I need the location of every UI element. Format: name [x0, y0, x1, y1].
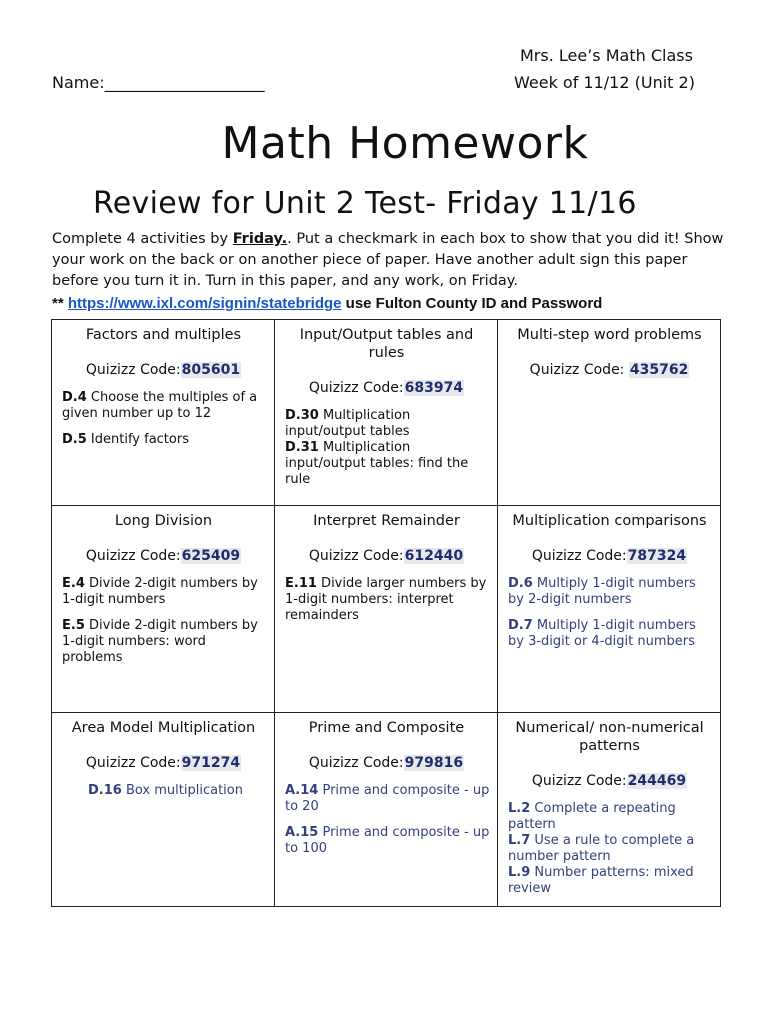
skill-item [285, 825, 492, 857]
quiz-code [58, 755, 269, 771]
skill-id: E.11 [285, 576, 317, 592]
skill-id: L.2 [508, 800, 531, 816]
skill-text: Divide 2-digit numbers by 1-digit numbers: word problems [62, 618, 258, 666]
quiz-label: Quizizz Code: [85, 754, 181, 771]
skill-text: Prime and composite - up to 20 [285, 782, 490, 814]
quiz-label: Quizizz Code: [308, 380, 404, 396]
name-field: Name:____________________ [52, 73, 265, 92]
skill-item [62, 432, 269, 448]
skill-item [285, 408, 492, 440]
skill-id: D.7 [508, 618, 533, 634]
link-prefix: ** [52, 295, 68, 312]
skill-id: L.9 [508, 864, 531, 880]
skill-item [508, 801, 715, 833]
activity-cell[interactable] [52, 712, 275, 906]
activity-cell[interactable] [52, 506, 275, 713]
skill-item [508, 865, 715, 897]
teacher-label: Mrs. Lee’s Math Class [520, 46, 693, 65]
skill-item [62, 783, 269, 799]
skill-id: D.6 [508, 576, 533, 592]
skill-text: Multiplication input/output tables [285, 408, 411, 439]
quiz-code-value: 979816 [404, 754, 464, 771]
skill-id: D.5 [62, 432, 87, 447]
cell-title: Multi-step word problems [517, 327, 702, 343]
quiz-code [281, 548, 492, 564]
instructions [52, 229, 732, 292]
instructions-friday: Friday. [232, 231, 288, 247]
skill-id: D.31 [285, 440, 319, 455]
skill-id: A.15 [285, 824, 319, 840]
quiz-label: Quizizz Code: [529, 362, 625, 378]
quiz-code-value: 435762 [629, 362, 689, 378]
quiz-label: Quizizz Code: [85, 362, 181, 378]
quiz-code [281, 380, 492, 396]
quiz-label: Quizizz Code: [308, 548, 404, 565]
skill-text: Complete a repeating pattern [508, 800, 676, 832]
quiz-label: Quizizz Code: [308, 754, 404, 771]
week-label: Week of 11/12 (Unit 2) [514, 73, 695, 92]
skill-item [62, 618, 269, 666]
instructions-part1: Complete 4 activities by [52, 231, 233, 247]
skill-id: D.16 [88, 782, 122, 798]
skill-text: Divide larger numbers by 1-digit numbers: interpret remainders [285, 576, 487, 624]
skill-item [508, 576, 715, 608]
quiz-code-value: 625409 [181, 548, 241, 565]
skill-text: Multiply 1-digit numbers by 3-digit or 4-digit numbers [508, 618, 696, 650]
quiz-code-value: 683974 [404, 380, 464, 396]
instructions-part2: . Put a checkmark in each box to show that you did it! Show your work on the back or on another piece of paper. Have another adult sign this paper before you turn it in. Turn in this paper, and any work, on Friday. [52, 231, 724, 289]
cell-title: Factors and multiples [85, 327, 242, 343]
quiz-code-value: 971274 [181, 754, 241, 771]
quiz-code [58, 362, 269, 378]
skill-id: L.7 [508, 832, 531, 848]
skill-item [508, 833, 715, 865]
quiz-label: Quizizz Code: [85, 548, 181, 565]
skill-text: Number patterns: mixed review [508, 864, 694, 896]
quiz-label: Quizizz Code: [531, 772, 627, 789]
link-suffix: use Fulton County ID and Password [341, 295, 603, 312]
skill-id: E.5 [62, 618, 85, 634]
activity-cell[interactable] [52, 320, 275, 506]
skill-item [285, 440, 492, 488]
skill-text: Divide 2-digit numbers by 1-digit numbers [62, 576, 258, 608]
quiz-code-value: 244469 [627, 772, 687, 789]
cell-title: Input/Output tables and rules [299, 327, 474, 361]
quiz-label: Quizizz Code: [531, 548, 627, 565]
page-subtitle: Review for Unit 2 Test- Friday 11/16 [93, 186, 637, 221]
skill-text: Prime and composite - up to 100 [285, 824, 490, 856]
ixl-link-line [52, 295, 602, 312]
quiz-code [504, 548, 715, 564]
cell-title: Long Division [114, 513, 213, 530]
skill-item [285, 576, 492, 624]
skill-text: Use a rule to complete a number pattern [508, 832, 695, 864]
skill-text: Identify factors [86, 432, 189, 447]
skill-id: E.4 [62, 576, 85, 592]
skill-text: Box multiplication [121, 782, 243, 798]
ixl-link[interactable]: https://www.ixl.com/signin/statebridge [67, 295, 342, 312]
activity-cell[interactable] [275, 320, 498, 506]
skill-id: D.4 [62, 390, 87, 405]
quiz-code-value: 612440 [404, 548, 464, 565]
skill-text: Multiplication input/output tables: find the rule [285, 440, 469, 487]
activity-cell[interactable] [498, 712, 721, 906]
quiz-code [504, 362, 715, 378]
activity-cell[interactable] [275, 712, 498, 906]
quiz-code [58, 548, 269, 564]
skill-item [62, 576, 269, 608]
skill-text: Multiply 1-digit numbers by 2-digit numbers [508, 576, 696, 608]
quiz-code-value: 805601 [181, 362, 241, 378]
quiz-code [281, 755, 492, 771]
skill-item [508, 618, 715, 650]
cell-title: Numerical/ non-numerical patterns [515, 719, 704, 754]
cell-title: Prime and Composite [308, 719, 465, 736]
cell-title: Interpret Remainder [313, 513, 460, 530]
skill-text: Choose the multiples of a given number up to 12 [62, 390, 258, 421]
quiz-code-value: 787324 [627, 548, 687, 565]
skill-item [62, 390, 269, 422]
activity-grid [51, 319, 721, 907]
activity-cell[interactable] [275, 506, 498, 713]
activity-cell[interactable] [498, 320, 721, 506]
skill-id: D.30 [285, 408, 319, 423]
skill-item [285, 783, 492, 815]
skill-id: A.14 [285, 782, 319, 798]
activity-cell[interactable] [498, 506, 721, 713]
cell-title: Multiplication comparisons [512, 513, 707, 530]
quiz-code [504, 773, 715, 789]
page-title: Math Homework [221, 118, 589, 169]
cell-title: Area Model Multiplication [71, 719, 256, 736]
